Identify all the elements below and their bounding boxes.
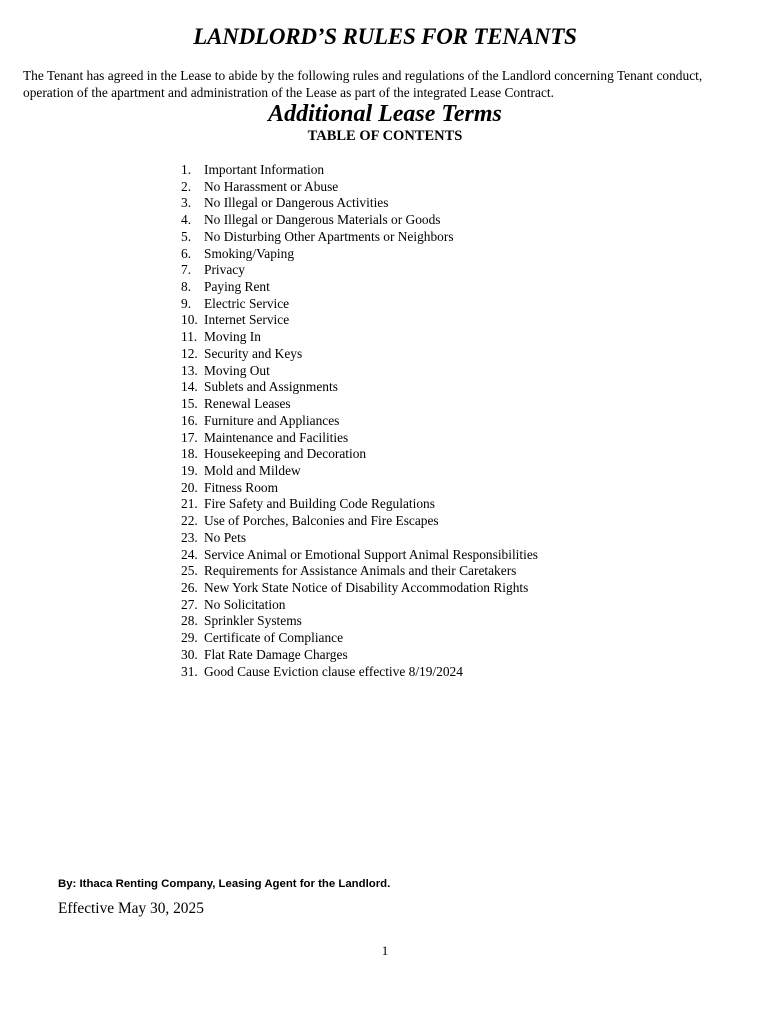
- toc-item-label: No Harassment or Abuse: [204, 178, 339, 194]
- toc-item: [181, 647, 538, 664]
- toc-item-label: No Pets: [204, 529, 247, 545]
- toc-item: [181, 195, 538, 212]
- toc-item-label: Fire Safety and Building Code Regulations: [204, 496, 435, 512]
- toc-item: [181, 630, 538, 647]
- toc-item-number: 26.: [181, 579, 198, 595]
- toc-item-label: No Disturbing Other Apartments or Neighbors: [204, 228, 454, 244]
- toc-item: [181, 246, 538, 263]
- toc-item-number: 18.: [181, 446, 198, 462]
- toc-item-number: 5.: [181, 228, 192, 244]
- toc-item-number: 12.: [181, 345, 198, 361]
- toc-item: [181, 496, 538, 513]
- toc-item-number: 22.: [181, 513, 198, 529]
- toc-item-label: No Illegal or Dangerous Materials or Goods: [204, 212, 441, 228]
- toc-item-label: Sprinkler Systems: [204, 613, 302, 629]
- page-title: LANDLORD’S RULES FOR TENANTS: [193, 24, 577, 49]
- toc-item-label: Important Information: [204, 162, 325, 177]
- toc-item-label: Moving In: [204, 329, 261, 345]
- toc-item: [181, 563, 538, 580]
- toc-item-number: 10.: [181, 312, 198, 328]
- toc-item-label: Housekeeping and Decoration: [204, 446, 367, 462]
- toc-item-number: 9.: [181, 295, 192, 311]
- toc-item-label: Service Animal or Emotional Support Animal Responsibilities: [204, 546, 538, 562]
- toc-item-number: 8.: [181, 279, 192, 295]
- toc-item-number: 27.: [181, 596, 198, 612]
- toc-item: [181, 430, 538, 447]
- toc-item-label: Fitness Room: [204, 479, 279, 495]
- toc-item-number: 16.: [181, 412, 198, 428]
- toc-item: [181, 379, 538, 396]
- toc-item-label: No Solicitation: [204, 596, 286, 612]
- toc-item-label: Requirements for Assistance Animals and their Caretakers: [204, 563, 517, 579]
- toc-item: [181, 346, 538, 363]
- toc-item: [181, 513, 538, 530]
- toc-item-number: 11.: [181, 329, 198, 345]
- toc-item-number: 2.: [181, 178, 192, 194]
- toc-item-number: 7.: [181, 262, 192, 278]
- toc-item-label: Furniture and Appliances: [204, 412, 340, 428]
- toc-item-label: Moving Out: [204, 362, 270, 378]
- page-number: 1: [381, 943, 389, 958]
- toc-item: [181, 296, 538, 313]
- toc-item: [181, 179, 538, 196]
- toc-item-label: Paying Rent: [204, 279, 270, 295]
- toc-heading: TABLE OF CONTENTS: [307, 128, 463, 144]
- toc-item: [181, 363, 538, 380]
- section-subtitle: Additional Lease Terms: [268, 101, 502, 127]
- table-of-contents: [181, 162, 538, 680]
- toc-item-label: Privacy: [204, 262, 245, 278]
- toc-item-number: 31.: [181, 663, 198, 679]
- toc-item-number: 30.: [181, 646, 198, 662]
- toc-item: [181, 229, 538, 246]
- toc-item-number: 13.: [181, 362, 198, 378]
- toc-item-label: Internet Service: [204, 312, 290, 328]
- toc-item: [181, 530, 538, 547]
- toc-item: [181, 547, 538, 564]
- toc-item-label: No Illegal or Dangerous Activities: [204, 195, 389, 211]
- toc-item-label: Use of Porches, Balconies and Fire Escapes: [204, 513, 439, 529]
- toc-item-label: Flat Rate Damage Charges: [204, 646, 348, 662]
- toc-item-number: 15.: [181, 396, 198, 412]
- toc-item-number: 4.: [181, 212, 192, 228]
- toc-item: [181, 613, 538, 630]
- toc-item-label: Sublets and Assignments: [204, 379, 338, 395]
- toc-item: [181, 279, 538, 296]
- toc-item-label: Renewal Leases: [204, 396, 291, 412]
- toc-item-number: 24.: [181, 546, 198, 562]
- toc-item: [181, 664, 538, 681]
- toc-item-label: Electric Service: [204, 295, 290, 311]
- toc-item-number: 19.: [181, 462, 198, 478]
- toc-item-label: Good Cause Eviction clause effective 8/19/2024: [204, 663, 463, 679]
- toc-item: [181, 580, 538, 597]
- toc-item-number: 25.: [181, 563, 198, 579]
- toc-item: [181, 162, 538, 179]
- toc-item-number: 20.: [181, 479, 198, 495]
- toc-item-number: 21.: [181, 496, 198, 512]
- toc-item-number: 17.: [181, 429, 198, 445]
- toc-item-label: Certificate of Compliance: [204, 630, 344, 646]
- toc-item-label: Maintenance and Facilities: [204, 429, 349, 445]
- toc-item: [181, 597, 538, 614]
- toc-item-label: Smoking/Vaping: [204, 245, 295, 261]
- toc-item: [181, 480, 538, 497]
- toc-item: [181, 329, 538, 346]
- toc-item-number: 29.: [181, 630, 198, 646]
- toc-item-label: Security and Keys: [204, 345, 303, 361]
- toc-item: [181, 212, 538, 229]
- toc-item-number: 23.: [181, 529, 198, 545]
- toc-item: [181, 312, 538, 329]
- toc-item-number: 14.: [181, 379, 198, 395]
- signature-line: By: Ithaca Renting Company, Leasing Agent for the Landlord.: [58, 878, 391, 890]
- toc-item-number: 3.: [181, 195, 192, 211]
- toc-item: [181, 262, 538, 279]
- toc-item-number: 28.: [181, 613, 198, 629]
- toc-item: [181, 463, 538, 480]
- toc-item: [181, 413, 538, 430]
- toc-item-number: 6.: [181, 245, 192, 261]
- effective-date: Effective May 30, 2025: [58, 900, 204, 917]
- intro-paragraph: The Tenant has agreed in the Lease to abide by the following rules and regulations of the Landlord concerning Tenant conduct, operation of the apartment and administration of the Lease as part of the integrated Lease Contract.: [23, 68, 703, 100]
- toc-item-label: Mold and Mildew: [204, 462, 301, 478]
- toc-item-number: 1.: [181, 162, 192, 177]
- toc-item: [181, 396, 538, 413]
- toc-item: [181, 446, 538, 463]
- toc-item-label: New York State Notice of Disability Accommodation Rights: [204, 579, 529, 595]
